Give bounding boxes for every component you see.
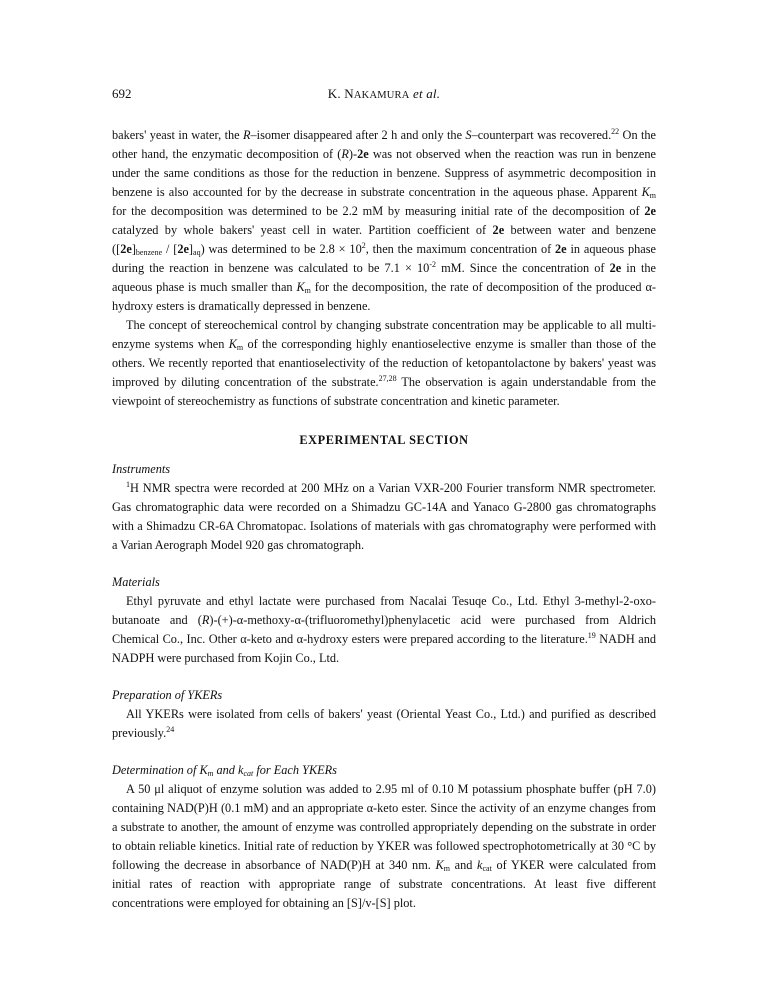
body-text [112, 126, 656, 913]
author-surname-smallcaps: AKAMURA [353, 90, 410, 101]
author-initial: K. [327, 86, 341, 101]
citation-ref: 19 [587, 631, 596, 640]
subsection-materials-heading: Materials [112, 575, 160, 589]
paragraph-materials: Ethyl pyruvate and ethyl lactate were purchased from Nacalai Tesuqe Co., Ltd. Ethyl 3-methyl-2-oxo-butanoate and (R)-(+)-α-methoxy-α-(trifluoromethyl)phenylacetic acid were purchased from Aldrich Chemical Co., Inc. Other α-keto and α-hydroxy esters were prepared according to the literature.$^{19}$ NADH and NADPH were purchased from Kojin Co., Ltd. [112, 594, 656, 665]
paragraph-preparation: All YKERs were isolated from cells of bakers' yeast (Oriental Yeast Co., Ltd.) and purified as described previously.$^{24}$ [112, 707, 656, 740]
running-author [112, 86, 656, 102]
subsection-instruments-heading: Instruments [112, 462, 171, 476]
author-surname-cap: N [344, 86, 354, 101]
paragraph-stereochemical-control: The concept of stereochemical control by changing substrate concentration may be applicable to all multi-enzyme systems when $K_m$ of the corresponding highly enantioselective enzyme is smaller than those of the others. We recently reported that enantioselectivity of the reduction of ketopantolactone by bakers' yeast was improved by diluting concentration of the substrate.$^{27,28}$ The observation is again understandable from the viewpoint of stereochemistry as functions of substrate concentration and kinetic parameter. [112, 318, 657, 408]
citation-ref: 24 [166, 725, 175, 734]
citation-ref: 22 [611, 127, 620, 136]
subsection-determination-heading: Determination of $K_m$ and $k_{cat}$ for Each YKERs [112, 763, 337, 778]
paragraph-determination: A 50 μl aliquot of enzyme solution was added to 2.95 ml of 0.10 M potassium phosphate buffer (pH 7.0) containing NAD(P)H (0.1 mM) and an appropriate α-keto ester. Since the activity of an enzyme changes from a substrate to another, the amount of enzyme was controlled appropriately depending on the substrate in order to obtain reliable kinetics. Initial rate of reduction by YKER was followed spectrophotometrically at 30 °C by following the decrease in absorbance of NAD(P)H at 340 nm. $K_m$ and $k_{cat}$ of YKER were calculated from initial rates of reaction with appropriate range of substrate concentrations. At least five different concentrations were employed for obtaining an [S]/v-[S] plot. [112, 782, 657, 910]
section-title: EXPERIMENTAL SECTION [299, 433, 469, 447]
page-number: 692 [112, 86, 132, 101]
paragraph-decomposition: bakers' yeast in water, the R–isomer disappeared after 2 h and only the S–counterpart was recovered.$^{22}$ On the other hand, the enzymatic decomposition of (R)-2e was not observed when the reaction was run in benzene under the same conditions as those for the reduction in benzene. Suppress of asymmetric decomposition in benzene is also accounted for by the decrease in substrate concentration in the aqueous phase. Apparent $K_m$ for the decomposition was determined to be 2.2 mM by measuring initial rate of the decomposition of 2e catalyzed by whole bakers' yeast cell in water. Partition coefficient of 2e between water and benzene $([2e]_{benzene} / [2e]_{aq})$ was determined to be $2.8 \times 10^2$, then the maximum concentration of 2e in aqueous phase during the reaction in benzene was calculated to be $7.1 \times 10^{-2}$ mM. Since the concentration of 2e in the aqueous phase is much smaller than $K_m$ for the decomposition, the rate of decomposition of the produced α-hydroxy esters is dramatically depressed in benzene. [112, 127, 657, 313]
paragraph-instruments: $^1$H NMR spectra were recorded at 200 MHz on a Varian VXR-200 Fourier transform NMR spectrometer. Gas chromatographic data were recorded on a Shimadzu GC-14A and Yanaco G-2800 gas chromatographs with a Shimadzu CR-6A Chromatopac. Isolations of materials with gas chromatography were performed with a Varian Aerograph Model 920 gas chromatograph. [112, 480, 656, 552]
author-etal: et al. [413, 86, 441, 101]
running-header [112, 86, 656, 104]
citation-ref: 27,28 [378, 374, 397, 383]
subsection-preparation-heading: Preparation of YKERs [112, 688, 223, 702]
